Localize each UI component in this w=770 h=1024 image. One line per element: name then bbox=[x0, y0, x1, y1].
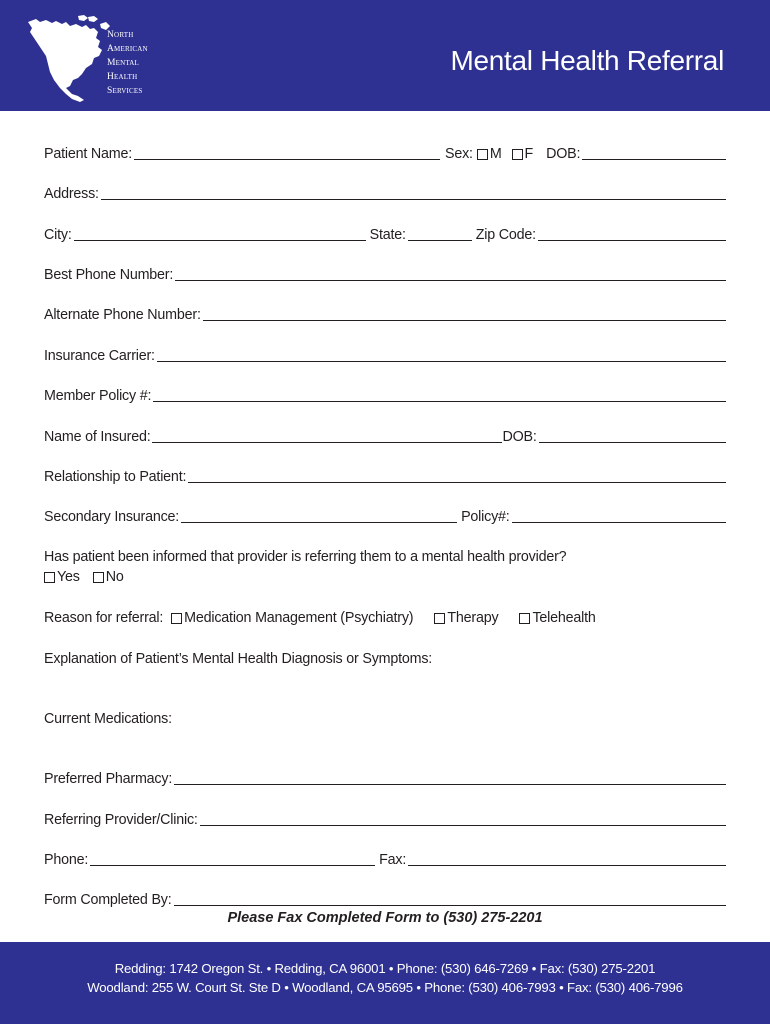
patient-name-row bbox=[44, 145, 726, 163]
best-phone-label: Best Phone Number: bbox=[44, 267, 174, 283]
address-field[interactable] bbox=[101, 186, 726, 200]
insurance-carrier-label: Insurance Carrier: bbox=[44, 348, 155, 364]
checkbox[interactable] bbox=[519, 613, 530, 624]
sex-option-label: M bbox=[489, 146, 502, 162]
checkbox[interactable] bbox=[93, 572, 104, 583]
org-name-line: North bbox=[107, 30, 134, 40]
relationship-row bbox=[44, 468, 726, 486]
org-name bbox=[107, 28, 148, 98]
provider-phone-label: Phone: bbox=[44, 852, 89, 868]
checkbox[interactable] bbox=[171, 613, 182, 624]
header-band bbox=[0, 0, 770, 111]
org-name-line: Services bbox=[107, 86, 143, 96]
zip-label: Zip Code: bbox=[475, 227, 536, 243]
informed-yes-option[interactable] bbox=[44, 568, 80, 586]
completed-by-label: Form Completed By: bbox=[44, 892, 172, 908]
member-policy-row bbox=[44, 387, 726, 405]
reason-telehealth-option[interactable] bbox=[519, 609, 595, 627]
patient-name-field[interactable] bbox=[134, 146, 440, 160]
secondary-insurance-label: Secondary Insurance: bbox=[44, 509, 180, 525]
city-label: City: bbox=[44, 227, 72, 243]
state-field[interactable] bbox=[408, 227, 472, 241]
informed-option-label: Yes bbox=[57, 569, 80, 585]
zip-field[interactable] bbox=[538, 227, 726, 241]
org-name-line: Health bbox=[107, 72, 138, 82]
completed-by-row bbox=[44, 891, 726, 909]
policy-label: Policy#: bbox=[461, 509, 510, 525]
org-name-line: American bbox=[107, 44, 148, 54]
document-title: Mental Health Referral bbox=[450, 45, 724, 76]
dob-label: DOB: bbox=[546, 146, 581, 162]
checkbox[interactable] bbox=[477, 149, 488, 160]
sex-label: Sex: bbox=[445, 146, 473, 162]
insured-dob-label: DOB: bbox=[502, 429, 537, 445]
member-policy-label: Member Policy #: bbox=[44, 388, 152, 404]
pharmacy-row bbox=[44, 770, 726, 788]
checkbox[interactable] bbox=[434, 613, 445, 624]
policy-field[interactable] bbox=[512, 509, 726, 523]
north-america-map-icon bbox=[26, 14, 112, 104]
insurance-carrier-field[interactable] bbox=[157, 348, 726, 362]
informed-option-label: No bbox=[105, 569, 124, 585]
state-label: State: bbox=[369, 227, 406, 243]
fax-instruction: Please Fax Completed Form to (530) 275-2201 bbox=[227, 910, 543, 926]
footer-woodland-address: Woodland: 255 W. Court St. Ste D • Woodland, CA 95695 • Phone: (530) 406-7993 • Fax: (530) 406-7996 bbox=[87, 980, 683, 995]
best-phone-field[interactable] bbox=[175, 267, 726, 281]
insured-name-label: Name of Insured: bbox=[44, 429, 151, 445]
sex-option-m[interactable] bbox=[477, 145, 502, 163]
current-medications-label: Current Medications: bbox=[44, 711, 172, 727]
reason-therapy-option[interactable] bbox=[434, 609, 498, 627]
address-label: Address: bbox=[44, 186, 99, 202]
sex-option-f[interactable] bbox=[512, 145, 534, 163]
completed-by-field[interactable] bbox=[174, 892, 727, 906]
member-policy-field[interactable] bbox=[153, 388, 726, 402]
sex-option-label: F bbox=[524, 146, 534, 162]
alt-phone-field[interactable] bbox=[203, 307, 726, 321]
reason-option-label: Therapy bbox=[447, 610, 499, 626]
alt-phone-row bbox=[44, 306, 726, 324]
insured-dob-field[interactable] bbox=[539, 429, 726, 443]
org-name-line: Mental bbox=[107, 58, 140, 68]
checkbox[interactable] bbox=[512, 149, 523, 160]
reason-row bbox=[44, 609, 596, 627]
provider-fax-label: Fax: bbox=[379, 852, 407, 868]
footer-redding-address: Redding: 1742 Oregon St. • Redding, CA 96001 • Phone: (530) 646-7269 • Fax: (530) 275-2201 bbox=[114, 961, 656, 976]
pharmacy-field[interactable] bbox=[174, 771, 726, 785]
insured-row bbox=[44, 428, 726, 446]
referring-provider-row bbox=[44, 811, 726, 829]
secondary-insurance-row bbox=[44, 508, 726, 526]
explanation-label: Explanation of Patient’s Mental Health Diagnosis or Symptoms: bbox=[44, 651, 433, 667]
provider-phone-field[interactable] bbox=[90, 852, 375, 866]
best-phone-row bbox=[44, 266, 726, 284]
provider-phone-row bbox=[44, 851, 726, 869]
referring-provider-label: Referring Provider/Clinic: bbox=[44, 812, 198, 828]
insured-name-field[interactable] bbox=[152, 429, 502, 443]
city-field[interactable] bbox=[74, 227, 366, 241]
relationship-field[interactable] bbox=[188, 469, 726, 483]
secondary-insurance-field[interactable] bbox=[181, 509, 457, 523]
informed-no-option[interactable] bbox=[93, 568, 124, 586]
pharmacy-label: Preferred Pharmacy: bbox=[44, 771, 173, 787]
reason-option-label: Medication Management (Psychiatry) bbox=[184, 610, 414, 626]
reason-label: Reason for referral: bbox=[44, 610, 164, 626]
relationship-label: Relationship to Patient: bbox=[44, 469, 187, 485]
insurance-carrier-row bbox=[44, 347, 726, 365]
provider-fax-field[interactable] bbox=[408, 852, 726, 866]
informed-options bbox=[44, 568, 124, 586]
patient-name-label: Patient Name: bbox=[44, 146, 132, 162]
dob-field[interactable] bbox=[582, 146, 726, 160]
reason-option-label: Telehealth bbox=[532, 610, 596, 626]
city-row bbox=[44, 226, 726, 244]
footer-band bbox=[0, 942, 770, 1024]
reason-medication-option[interactable] bbox=[171, 609, 413, 627]
checkbox[interactable] bbox=[44, 572, 55, 583]
referring-provider-field[interactable] bbox=[200, 812, 726, 826]
address-row bbox=[44, 185, 726, 203]
alt-phone-label: Alternate Phone Number: bbox=[44, 307, 201, 323]
informed-question: Has patient been informed that provider is referring them to a mental health provider? bbox=[44, 549, 567, 565]
